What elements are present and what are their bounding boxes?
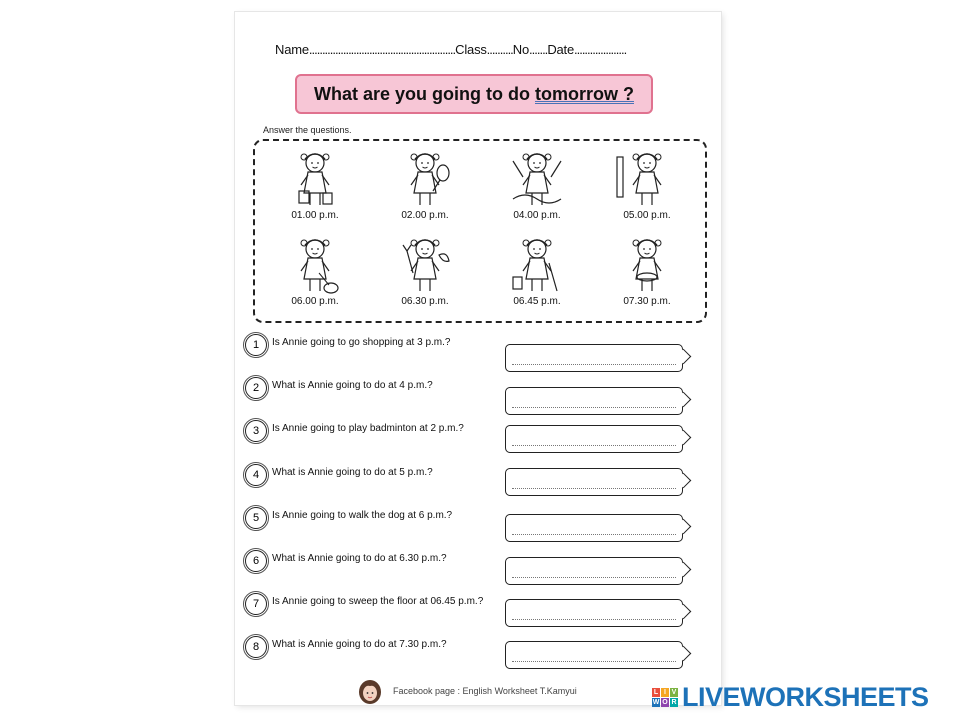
worksheet-title (314, 84, 634, 105)
question-text: Is Annie going to go shopping at 3 p.m.? (272, 337, 451, 348)
activity-time: 04.00 p.m. (513, 210, 561, 221)
question-number (245, 377, 267, 399)
answer-field[interactable] (505, 514, 683, 542)
question-number (245, 636, 267, 658)
no-label: No (512, 42, 530, 57)
question-number (245, 334, 267, 356)
activity-time: 06.00 p.m. (291, 296, 339, 307)
logo-grid-cell: W (652, 699, 660, 706)
question-number-text: 8 (252, 641, 260, 653)
answer-line (512, 445, 676, 446)
activity-picture (487, 147, 587, 231)
question-text: Is Annie going to walk the dog at 6 p.m.? (272, 510, 453, 521)
date-label: Date (547, 42, 574, 57)
activity-time: 07.30 p.m. (623, 296, 671, 307)
question-text: Is Annie going to play badminton at 2 p.m.? (272, 423, 464, 434)
answer-field[interactable] (505, 344, 683, 372)
badminton-girl-icon (393, 147, 457, 209)
title-text: What are you going to do (314, 83, 535, 104)
footer-text: Facebook page : English Worksheet T.Kamyui (393, 686, 577, 696)
logo-grid-cell: O (662, 699, 668, 706)
answer-field[interactable] (505, 599, 683, 627)
activity-picture (375, 233, 475, 317)
footer (355, 676, 577, 706)
question-number (245, 420, 267, 442)
question-number-text: 7 (252, 598, 260, 610)
question-text: Is Annie going to sweep the floor at 06.45 p.m.? (272, 596, 484, 607)
name-blank: ........................................................ (308, 42, 456, 57)
activity-time: 02.00 p.m. (401, 210, 449, 221)
answer-field[interactable] (505, 468, 683, 496)
shopping-girl-icon (283, 147, 347, 209)
author-avatar-icon (355, 676, 385, 706)
answer-field[interactable] (505, 387, 683, 415)
question-number-text: 4 (252, 469, 260, 481)
answer-field[interactable] (505, 425, 683, 453)
instruction-text: Answer the questions. (263, 125, 352, 135)
logo-grid-cell: R (671, 699, 677, 706)
logo-text: LIVEWORKSHEETS (682, 682, 929, 712)
activity-picture (265, 233, 365, 317)
question-number-text: 6 (252, 555, 260, 567)
answer-line (512, 407, 676, 408)
worksheet-title-box (295, 74, 653, 114)
question-number-text: 5 (252, 512, 260, 524)
dog-walk-girl-icon (283, 233, 347, 295)
cleaning-girl-icon (393, 233, 457, 295)
class-label: Class (455, 42, 487, 57)
question-text: What is Annie going to do at 4 p.m.? (272, 380, 433, 391)
answer-field[interactable] (505, 641, 683, 669)
logo-grid-cell: V (671, 689, 677, 696)
worksheet-page (235, 12, 721, 705)
name-label: Name (275, 42, 309, 57)
activity-picture (487, 233, 587, 317)
date-blank: .................... (573, 42, 627, 57)
liveworksheets-logo[interactable] (652, 682, 929, 713)
answer-line (512, 488, 676, 489)
question-number (245, 593, 267, 615)
class-blank: .......... (486, 42, 513, 57)
student-info-line (275, 42, 626, 57)
eating-girl-icon (615, 233, 679, 295)
answer-line (512, 619, 676, 620)
answer-line (512, 661, 676, 662)
question-number-text: 1 (252, 339, 260, 351)
question-text: What is Annie going to do at 7.30 p.m.? (272, 639, 447, 650)
logo-grid-cell: L (653, 689, 659, 696)
swimming-girl-icon (505, 147, 569, 209)
question-text: What is Annie going to do at 5 p.m.? (272, 467, 433, 478)
question-number (245, 507, 267, 529)
activity-time: 06.30 p.m. (401, 296, 449, 307)
title-underlined-text: tomorrow ? (534, 83, 634, 104)
activity-time: 01.00 p.m. (291, 210, 339, 221)
activity-picture (265, 147, 365, 231)
answer-line (512, 577, 676, 578)
activity-picture (375, 147, 475, 231)
logo-grid-icon (652, 688, 678, 707)
activity-time: 05.00 p.m. (623, 210, 671, 221)
answer-line (512, 534, 676, 535)
no-blank: ....... (529, 42, 548, 57)
question-text: What is Annie going to do at 6.30 p.m.? (272, 553, 447, 564)
logo-grid-cell: I (661, 688, 669, 697)
question-number-text: 2 (252, 382, 260, 394)
question-number (245, 464, 267, 486)
activity-time: 06.45 p.m. (513, 296, 561, 307)
sweeping-girl-icon (505, 233, 569, 295)
picture-panel (253, 139, 707, 323)
activity-picture (597, 233, 697, 317)
question-number (245, 550, 267, 572)
tv-girl-icon (615, 147, 679, 209)
question-number-text: 3 (252, 425, 260, 437)
answer-line (512, 364, 676, 365)
activity-picture (597, 147, 697, 231)
answer-field[interactable] (505, 557, 683, 585)
